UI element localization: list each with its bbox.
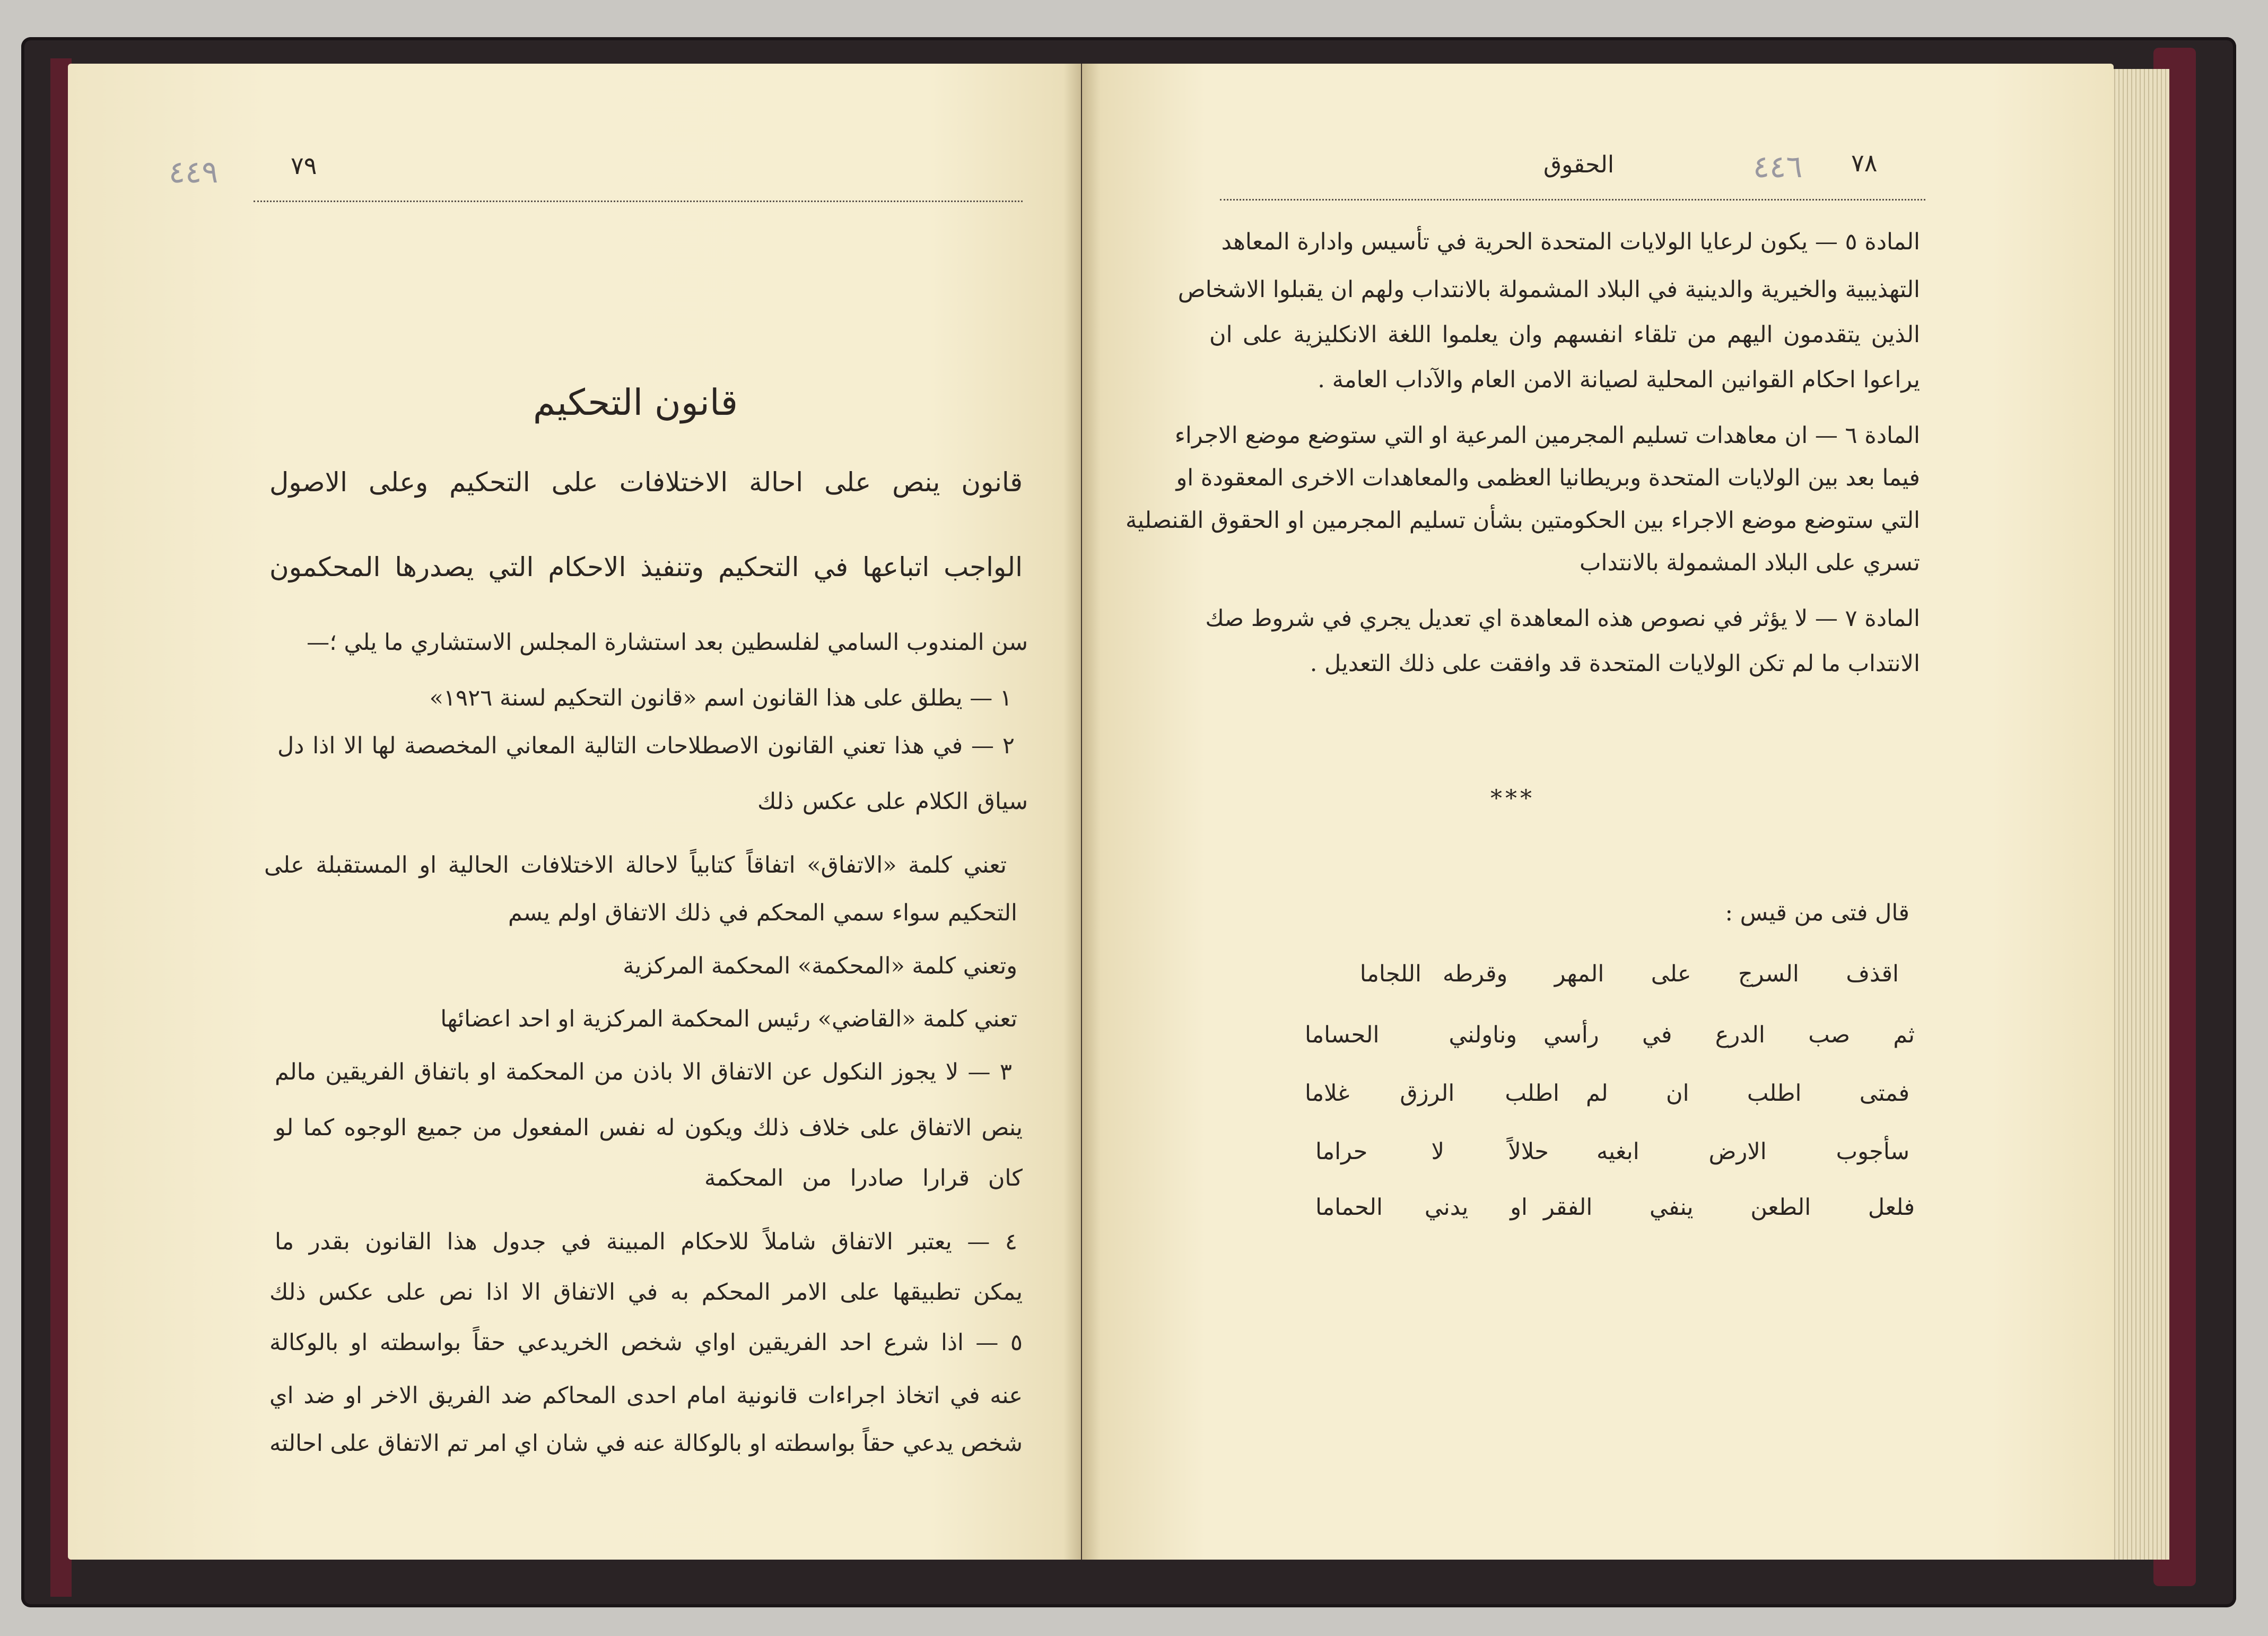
- right-line: المادة ٥ — يكون لرعايا الولايات المتحدة الحرية في تأسيس وادارة المعاهد: [1221, 229, 1920, 255]
- poem-hemistich-b: اللجاما: [1359, 961, 1421, 987]
- poem-hemistich-a: اقذف السرج على المهر وقرطه: [1443, 961, 1899, 987]
- left-line: ينص الاتفاق على خلاف ذلك ويكون له نفس المفعول من جميع الوجوه كما لو: [275, 1115, 1023, 1141]
- left-line: وتعني كلمة «المحكمة» المحكمة المركزية: [623, 953, 1017, 979]
- left-line: ٣ — لا يجوز النكول عن الاتفاق الا باذن من المحكمة او باتفاق الفريقين مالم: [275, 1059, 1012, 1085]
- left-page-number: ٧٩: [291, 151, 317, 180]
- book-gutter: [1063, 64, 1101, 1560]
- right-pencil-page-number: ٤٤٦: [1753, 149, 1803, 185]
- left-line: عنه في اتخاذ اجراءات قانونية امام احدى المحاكم ضد الفريق الاخر او ضد اي: [269, 1382, 1023, 1409]
- right-page: [1082, 64, 2114, 1560]
- right-line: الانتداب ما لم تكن الولايات المتحدة قد وافقت على ذلك التعديل .: [1310, 650, 1920, 677]
- page-edges: [2111, 69, 2169, 1560]
- left-line: التحكيم سواء سمي المحكم في ذلك الاتفاق اولم يسم: [508, 900, 1017, 926]
- left-line: كان قرارا صادرا من المحكمة: [704, 1165, 1023, 1191]
- poem-hemistich-a: فمتى اطلب ان لم: [1586, 1080, 1909, 1107]
- poem-intro: قال فتى من قيس :: [1725, 900, 1909, 926]
- right-running-header: الحقوق: [1543, 151, 1615, 178]
- poem-hemistich-b: وناولني الحساما: [1305, 1022, 1517, 1048]
- poem-hemistich-a: ثم صب الدرع في رأسي: [1543, 1022, 1915, 1048]
- left-line: ٥ — اذا شرع احد الفريقين اواي شخص الخريدعي حقاً بواسطته او بالوكالة: [269, 1329, 1023, 1356]
- right-header-rule: [1220, 199, 1925, 201]
- left-intro-line-1: قانون ينص على احالة الاختلافات على التحكيم وعلى الاصول: [269, 467, 1023, 498]
- left-line: ٤ — يعتبر الاتفاق شاملاً للاحكام المبينة في جدول هذا القانون بقدر ما: [275, 1229, 1017, 1255]
- left-header-rule: [254, 201, 1023, 202]
- left-page: [68, 64, 1081, 1560]
- left-pencil-page-number: ٤٤٩: [169, 154, 219, 190]
- poem-hemistich-b: او يدني الحماما: [1315, 1194, 1528, 1221]
- right-line: التي ستوضع موضع الاجراء بين الحكومتين بشأن تسليم المجرمين او الحقوق القنصلية: [1125, 507, 1920, 534]
- poem-hemistich-b: اطلب الرزق غلاما: [1305, 1080, 1559, 1107]
- left-line: شخص يدعي حقاً بواسطته او بالوكالة عنه في شان اي امر تم الاتفاق على احالته: [269, 1430, 1023, 1457]
- left-line: تعني كلمة «القاضي» رئيس المحكمة المركزية او احد اعضائها: [440, 1006, 1017, 1032]
- left-line: سياق الكلام على عكس ذلك: [757, 788, 1028, 815]
- left-line: ٢ — في هذا تعني القانون الاصطلاحات التالية المعاني المخصصة لها الا اذا دل: [277, 733, 1015, 759]
- left-intro-line-2: الواجب اتباعها في التحكيم وتنفيذ الاحكام التي يصدرها المحكمون: [269, 552, 1023, 582]
- right-line: المادة ٧ — لا يؤثر في نصوص هذه المعاهدة اي تعديل يجري في شروط صك: [1205, 605, 1920, 632]
- poem-hemistich-a: سأجوب الارض ابغيه: [1597, 1138, 1909, 1165]
- left-line: ١ — يطلق على هذا القانون اسم «قانون التحكيم لسنة ١٩٢٦»: [429, 685, 1012, 711]
- poem-hemistich-a: فلعل الطعن ينفي الفقر: [1543, 1194, 1915, 1221]
- left-line: تعني كلمة «الاتفاق» اتفاقاً كتابياً لاحالة الاختلافات الحالية او المستقبلة على: [264, 852, 1007, 878]
- right-line: يراعوا احكام القوانين المحلية لصيانة الامن العام والآداب العامة .: [1318, 367, 1920, 393]
- left-line: يمكن تطبيقها على الامر المحكم به في الاتفاق الا اذا نص على عكس ذلك: [269, 1279, 1023, 1306]
- right-line: الذين يتقدمون اليهم من تلقاء انفسهم وان يعلموا اللغة الانكليزية على ان: [1209, 321, 1920, 348]
- right-line: المادة ٦ — ان معاهدات تسليم المجرمين المرعية او التي ستوضع موضع الاجراء: [1174, 422, 1920, 449]
- left-line: سن المندوب السامي لفلسطين بعد استشارة المجلس الاستشاري ما يلي ؛—: [307, 629, 1028, 656]
- right-line: فيما بعد بين الولايات المتحدة وبريطانيا العظمى والمعاهدات الاخرى المعقودة او: [1176, 465, 1920, 491]
- poem-hemistich-b: حلالاً لا حراما: [1315, 1138, 1549, 1165]
- right-page-number: ٧٨: [1851, 149, 1878, 177]
- left-page-title: قانون التحكيم: [533, 382, 738, 424]
- section-separator: ***: [1490, 785, 1535, 812]
- right-line: تسري على البلاد المشمولة بالانتداب: [1580, 550, 1920, 576]
- right-line: التهذيبية والخيرية والدينية في البلاد المشمولة بالانتداب ولهم ان يقبلوا الاشخاص: [1177, 276, 1920, 303]
